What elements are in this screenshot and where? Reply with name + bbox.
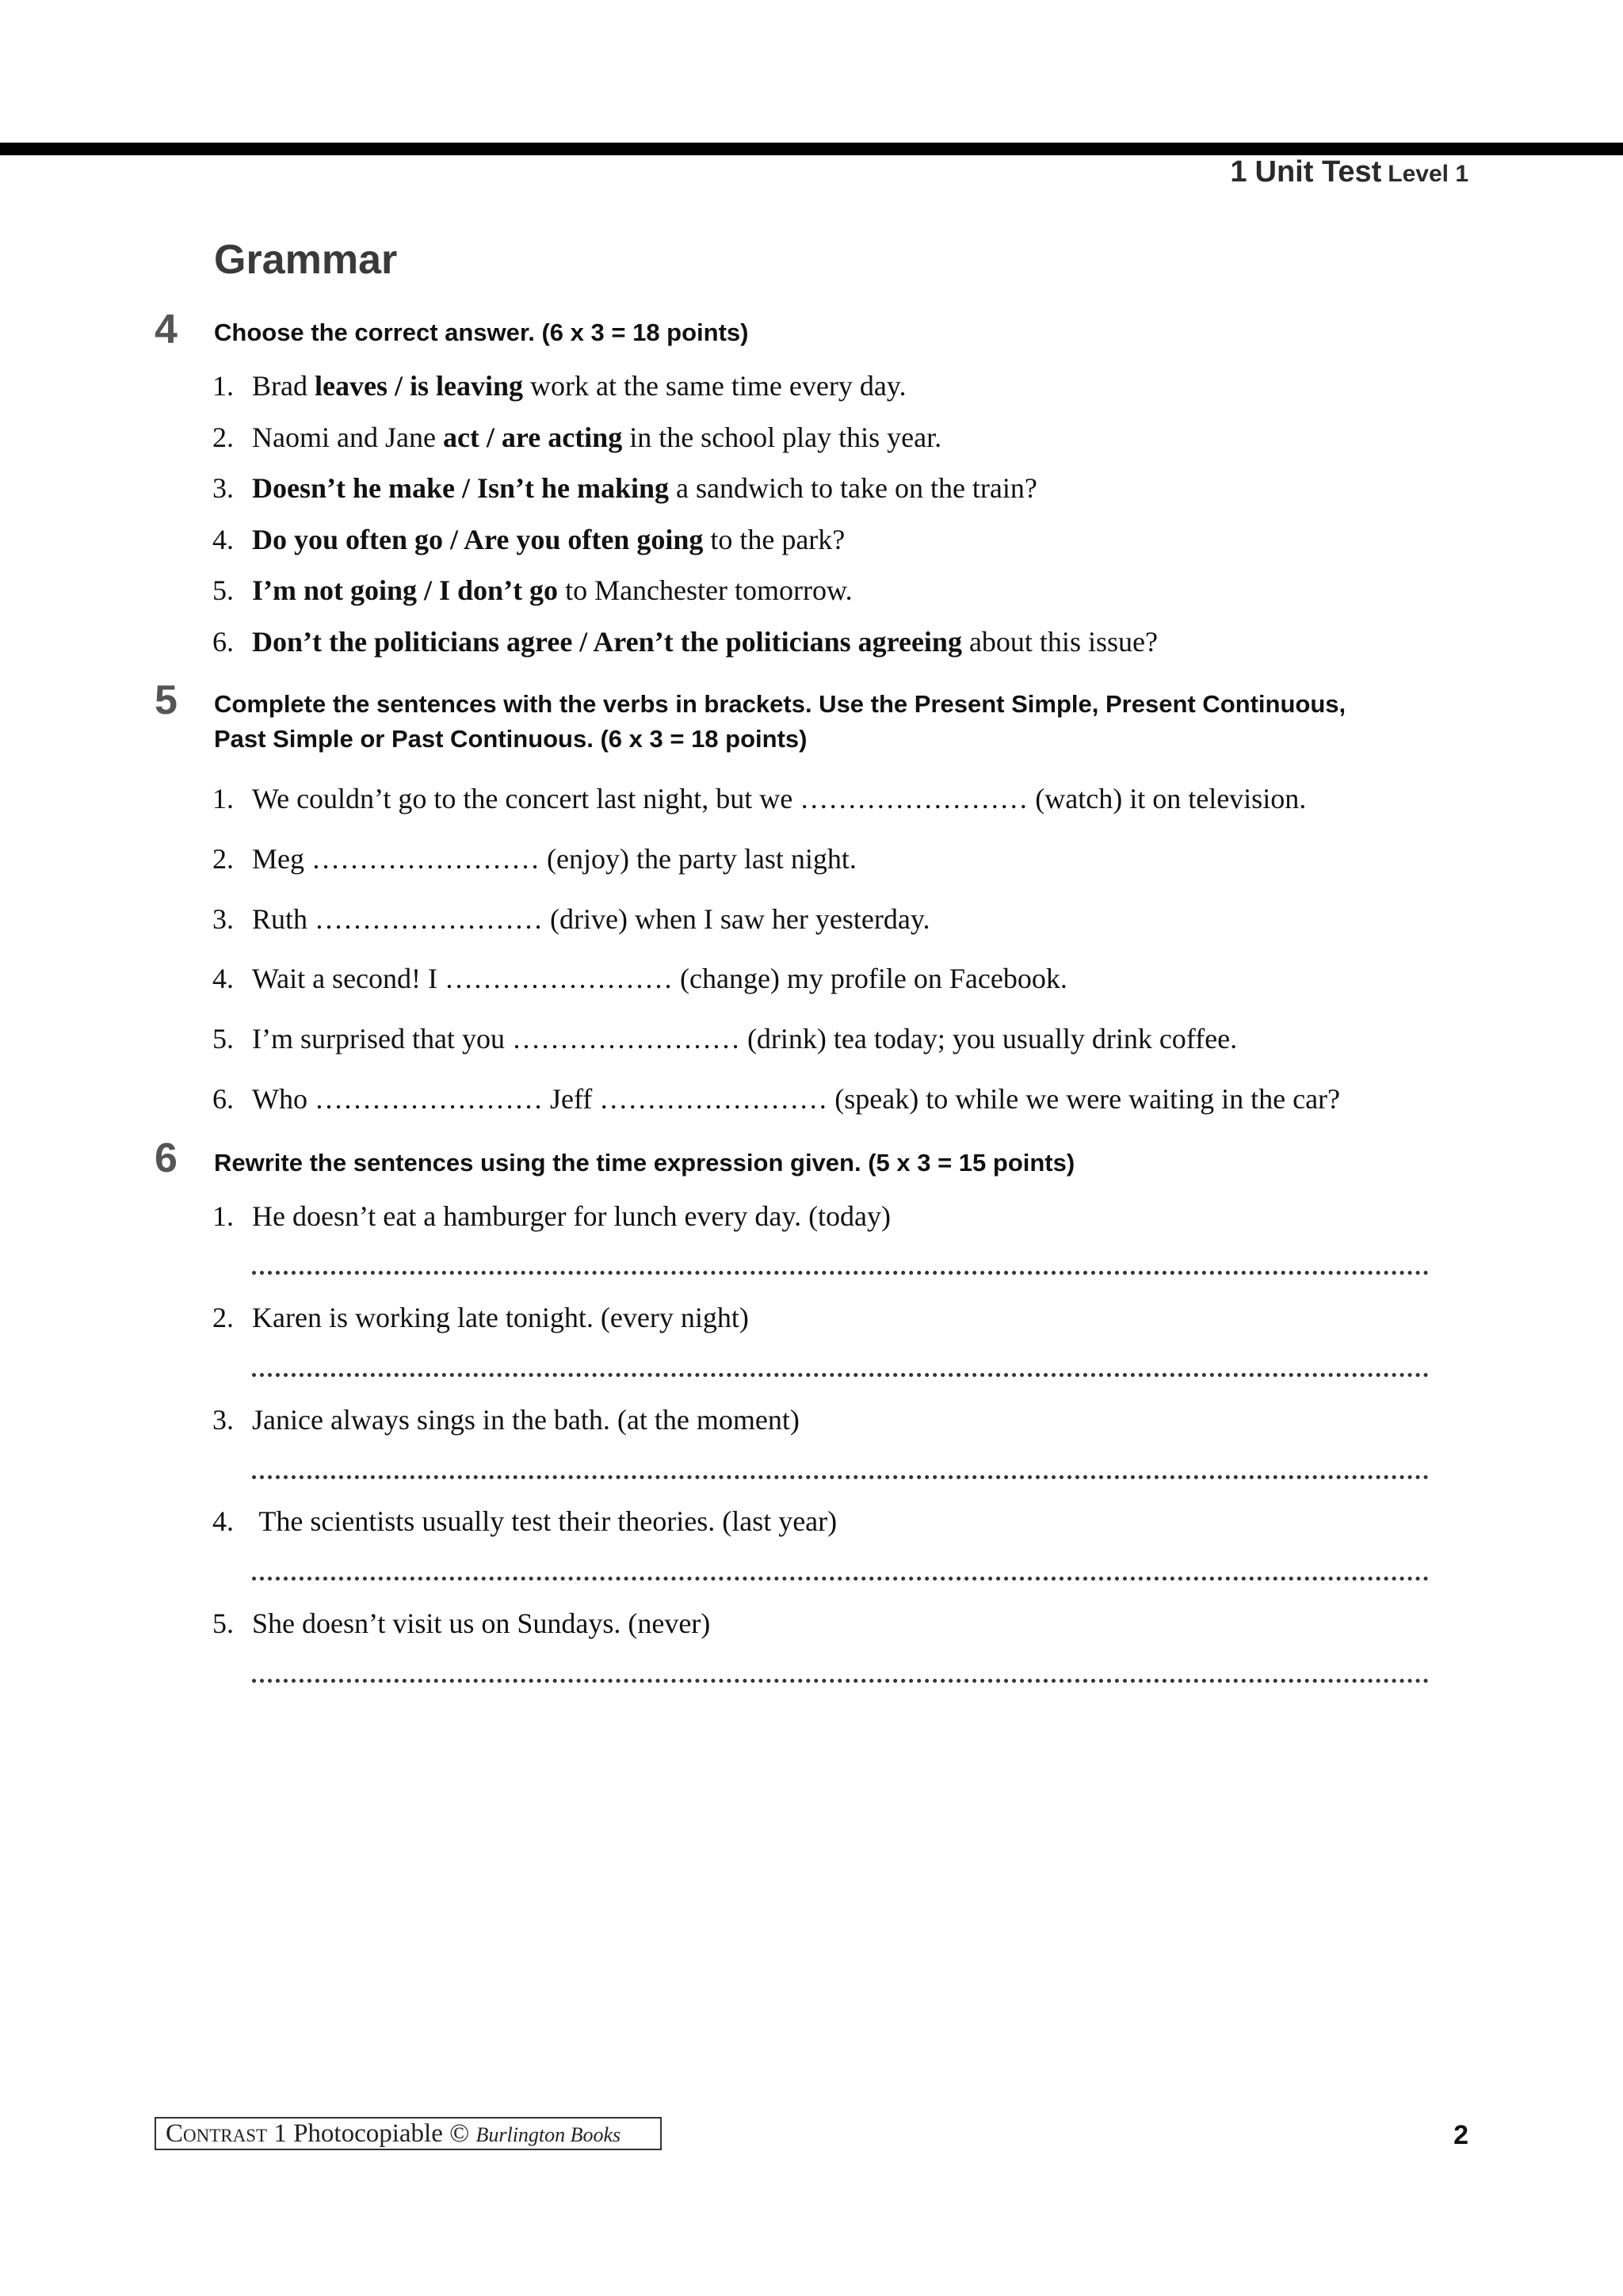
item-number: 6. bbox=[212, 1083, 234, 1115]
item-text: Who …………………… Jeff …………………… (speak) to while we were waiting in the car? bbox=[252, 1083, 1341, 1115]
item-number: 4. bbox=[212, 963, 234, 994]
answer-line[interactable] bbox=[252, 1271, 1429, 1275]
item-text: She doesn’t visit us on Sundays. (never) bbox=[252, 1608, 711, 1639]
item-text: a sandwich to take on the train? bbox=[669, 472, 1037, 504]
item-number: 4. bbox=[212, 524, 234, 555]
list-item bbox=[212, 1402, 800, 1437]
item-number: 2. bbox=[212, 1302, 234, 1333]
answer-line[interactable] bbox=[252, 1475, 1429, 1479]
list-item bbox=[212, 420, 941, 455]
answer-options: Do you often go / Are you often going bbox=[252, 524, 704, 555]
item-text: Ruth …………………… (drive) when I saw her yesterday. bbox=[252, 903, 930, 935]
item-text: in the school play this year. bbox=[622, 421, 942, 453]
item-number: 3. bbox=[212, 903, 234, 935]
answer-options: I’m not going / I don’t go bbox=[252, 574, 559, 606]
photocopiable-label: Photocopiable bbox=[293, 2119, 443, 2148]
item-number: 5. bbox=[212, 574, 234, 606]
level-label: Level 1 bbox=[1388, 161, 1468, 187]
footer-copyright-box bbox=[155, 2117, 662, 2150]
item-text: to Manchester tomorrow. bbox=[558, 574, 853, 606]
item-text: He doesn’t eat a hamburger for lunch every day. (today) bbox=[252, 1200, 892, 1232]
list-item bbox=[212, 1021, 1237, 1056]
page-number: 2 bbox=[1453, 2120, 1468, 2150]
item-number: 1. bbox=[212, 370, 234, 402]
exercise-number: 4 bbox=[155, 307, 178, 353]
item-number: 6. bbox=[212, 626, 234, 658]
list-item bbox=[212, 961, 1067, 996]
answer-options: Doesn’t he make / Isn’t he making bbox=[252, 472, 670, 504]
publisher-name: Burlington Books bbox=[475, 2123, 621, 2146]
item-number: 1. bbox=[212, 1200, 234, 1232]
list-item bbox=[212, 368, 906, 403]
copyright-symbol: © bbox=[449, 2119, 470, 2148]
exercise-instruction: Choose the correct answer. (6 x 3 = 18 points) bbox=[214, 318, 749, 346]
list-item bbox=[212, 624, 1158, 659]
exercise-number: 6 bbox=[155, 1135, 178, 1181]
item-text: Wait a second! I …………………… (change) my profile on Facebook. bbox=[252, 963, 1067, 994]
exercise-instruction bbox=[214, 687, 1450, 757]
brand-name: Contrast 1 bbox=[166, 2119, 287, 2148]
item-text: Janice always sings in the bath. (at the moment) bbox=[252, 1404, 800, 1436]
list-item bbox=[212, 1081, 1340, 1116]
list-item bbox=[212, 902, 930, 936]
item-number: 3. bbox=[212, 472, 234, 504]
answer-options: leaves / is leaving bbox=[314, 370, 523, 402]
item-text: Karen is working late tonight. (every night) bbox=[252, 1302, 749, 1333]
unit-number: 1 bbox=[1230, 155, 1247, 189]
list-item bbox=[212, 1504, 837, 1539]
instruction-line: Past Simple or Past Continuous. (6 x 3 = 18 points) bbox=[214, 725, 808, 753]
answer-line[interactable] bbox=[252, 1577, 1429, 1581]
answer-options: act / are acting bbox=[442, 421, 623, 453]
exercise-number: 5 bbox=[155, 677, 178, 723]
item-text: to the park? bbox=[703, 524, 846, 555]
list-item bbox=[212, 1300, 749, 1335]
item-number: 1. bbox=[212, 783, 234, 814]
item-number: 2. bbox=[212, 421, 234, 453]
list-item bbox=[212, 1606, 710, 1641]
list-item bbox=[212, 781, 1306, 816]
item-text: I’m surprised that you …………………… (drink) tea today; you usually drink coffee. bbox=[252, 1023, 1238, 1055]
list-item bbox=[212, 573, 853, 608]
item-text: Brad bbox=[252, 370, 315, 402]
answer-line[interactable] bbox=[252, 1373, 1429, 1377]
list-item bbox=[212, 841, 857, 876]
item-text: The scientists usually test their theories. (last year) bbox=[252, 1505, 838, 1537]
item-number: 5. bbox=[212, 1608, 234, 1639]
item-number: 4. bbox=[212, 1505, 234, 1537]
list-item bbox=[212, 471, 1037, 505]
answer-options: Don’t the politicians agree / Aren’t the politicians agreeing bbox=[252, 626, 962, 658]
item-number: 2. bbox=[212, 843, 234, 875]
item-text: work at the same time every day. bbox=[522, 370, 907, 402]
list-item bbox=[212, 1199, 891, 1234]
section-title: Grammar bbox=[214, 237, 398, 283]
instruction-line: Complete the sentences with the verbs in brackets. Use the Present Simple, Present Continuous, bbox=[214, 690, 1346, 718]
top-rule bbox=[0, 143, 1623, 155]
item-text: Meg …………………… (enjoy) the party last night. bbox=[252, 843, 857, 875]
item-text: Naomi and Jane bbox=[252, 421, 443, 453]
unit-header bbox=[1230, 155, 1468, 189]
item-number: 5. bbox=[212, 1023, 234, 1055]
unit-test-label: Unit Test bbox=[1254, 155, 1382, 189]
answer-line[interactable] bbox=[252, 1679, 1429, 1683]
exercise-instruction: Rewrite the sentences using the time expression given. (5 x 3 = 15 points) bbox=[214, 1149, 1075, 1177]
item-text: about this issue? bbox=[961, 626, 1158, 658]
item-number: 3. bbox=[212, 1404, 234, 1436]
item-text: We couldn’t go to the concert last night, but we …………………… (watch) it on television. bbox=[252, 783, 1307, 814]
list-item bbox=[212, 522, 845, 557]
